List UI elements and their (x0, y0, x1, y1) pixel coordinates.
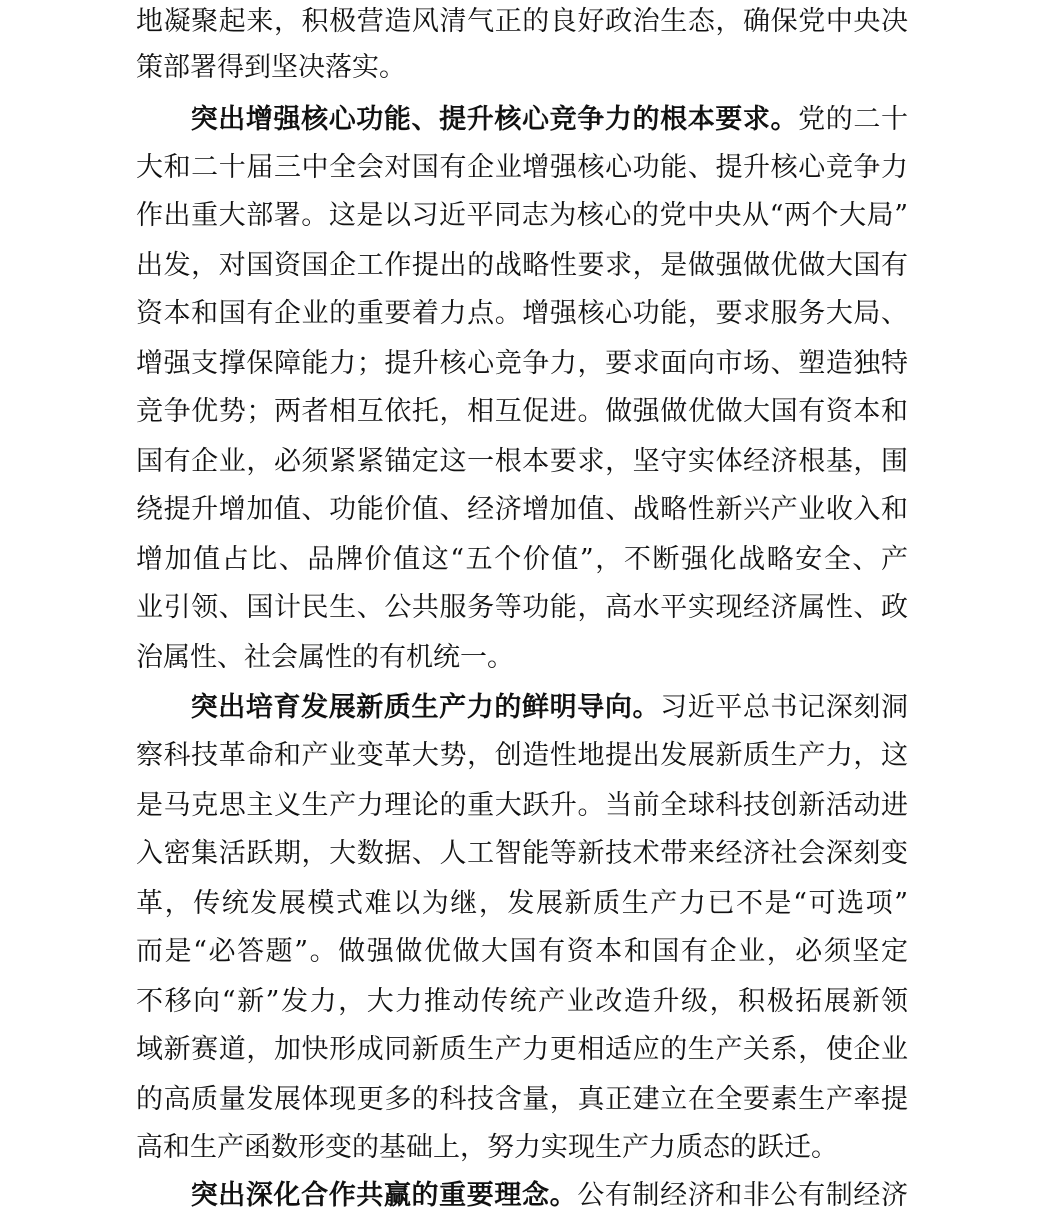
text-line: 竞争优势；两者相互依托，相互促进。做强做优做大国有资本和 (136, 396, 908, 427)
text-line: 绕提升增加值、功能价值、经济增加值、战略性新兴产业收入和 (136, 494, 908, 525)
section-heading-line (136, 98, 908, 142)
text-line: 革，传统发展模式难以为继，发展新质生产力已不是“可选项” (136, 888, 908, 919)
text-line: 增加值占比、品牌价值这“五个价值”，不断强化战略安全、产 (136, 544, 908, 575)
text-line: 而是“必答题”。做强做优做大国有资本和国有企业，必须坚定 (136, 936, 908, 967)
section-heading: 突出培育发展新质生产力的鲜明导向。 (190, 692, 661, 723)
text-line: 治属性、社会属性的有机统一。 (136, 642, 514, 673)
section-heading-line (136, 686, 908, 730)
text-line: 策部署得到坚决落实。 (136, 52, 406, 83)
text-line: 察科技革命和产业变革大势，创造性地提出发展新质生产力，这 (136, 740, 908, 771)
text-line: 地凝聚起来，积极营造风清气正的良好政治生态，确保党中央决 (136, 6, 908, 37)
section-heading-line (136, 1174, 908, 1218)
text-line: 大和二十届三中全会对国有企业增强核心功能、提升核心竞争力 (136, 152, 908, 183)
text-line: 出发，对国资国企工作提出的战略性要求，是做强做优做大国有 (136, 250, 908, 281)
text-line: 增强支撑保障能力；提升核心竞争力，要求面向市场、塑造独特 (136, 348, 908, 379)
section-heading: 突出深化合作共赢的重要理念。 (190, 1180, 578, 1211)
text-line: 资本和国有企业的重要着力点。增强核心功能，要求服务大局、 (136, 298, 908, 329)
heading-continuation: 习近平总书记深刻洞 (660, 692, 908, 723)
text-line: 业引领、国计民生、公共服务等功能，高水平实现经济属性、政 (136, 592, 908, 623)
text-line: 作出重大部署。这是以习近平同志为核心的党中央从“两个大局” (136, 200, 908, 231)
text-line: 的高质量发展体现更多的科技含量，真正建立在全要素生产率提 (136, 1084, 908, 1115)
text-line: 高和生产函数形变的基础上，努力实现生产力质态的跃迁。 (136, 1132, 838, 1163)
section-heading: 突出增强核心功能、提升核心竞争力的根本要求。 (190, 104, 799, 135)
text-line: 不移向“新”发力，大力推动传统产业改造升级，积极拓展新领 (136, 986, 908, 1017)
text-line: 域新赛道，加快形成同新质生产力更相适应的生产关系，使企业 (136, 1034, 908, 1065)
heading-continuation: 党的二十 (798, 104, 908, 135)
text-line: 入密集活跃期，大数据、人工智能等新技术带来经济社会深刻变 (136, 838, 908, 869)
text-line: 国有企业，必须紧紧锚定这一根本要求，坚守实体经济根基，围 (136, 446, 908, 477)
text-line: 是马克思主义生产力理论的重大跃升。当前全球科技创新活动进 (136, 790, 908, 821)
heading-continuation: 公有制经济和非公有制经济 (577, 1180, 908, 1211)
